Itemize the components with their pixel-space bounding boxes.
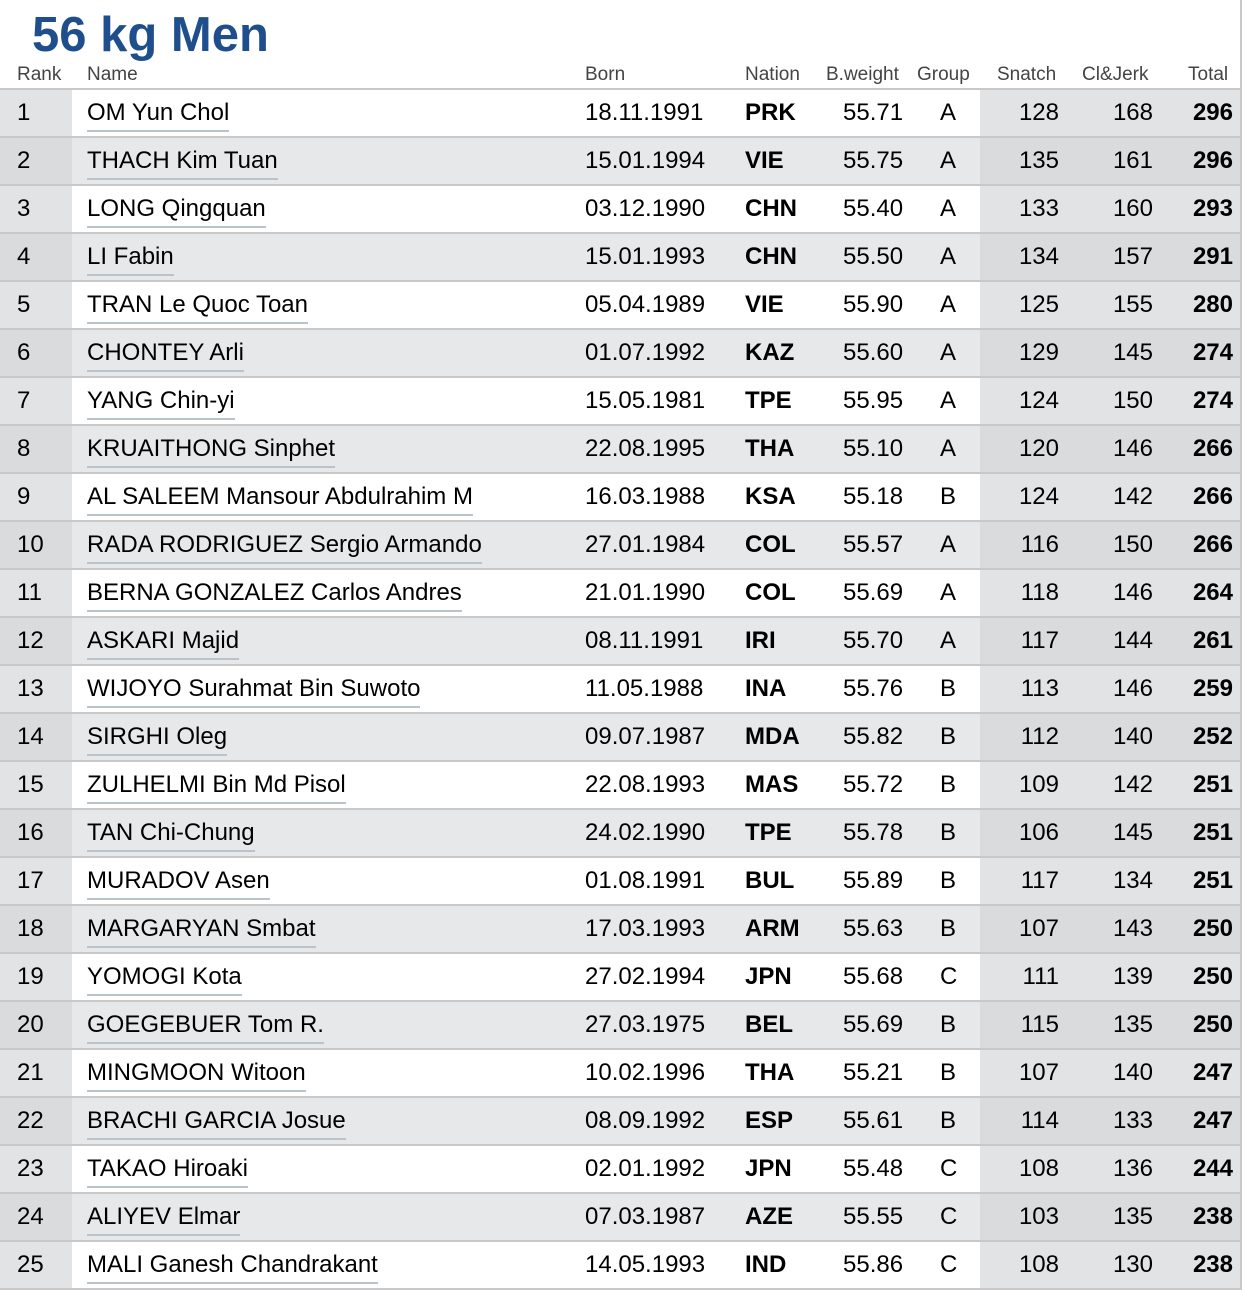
athlete-name-cell (87, 714, 227, 760)
nation-cell: VIE (745, 147, 784, 174)
rank-cell: 14 (0, 714, 72, 760)
nation-cell: TPE (745, 819, 792, 846)
snatch-cell: 135 (1018, 147, 1059, 174)
nation-cell: INA (745, 675, 787, 702)
born-cell: 16.03.1988 (585, 483, 706, 510)
bodyweight-cell: 55.69 (843, 1011, 904, 1038)
rank-cell: 11 (0, 570, 72, 616)
athlete-name-cell (87, 858, 270, 904)
athlete-name-cell (87, 1146, 248, 1192)
bodyweight-cell: 55.90 (843, 291, 904, 318)
table-row (0, 330, 1240, 378)
cljerk-cell: 140 (1112, 1059, 1153, 1086)
rank-cell: 12 (0, 618, 72, 664)
athlete-name-link[interactable]: GOEGEBUER Tom R. (87, 1011, 324, 1044)
cljerk-cell: 157 (1112, 243, 1153, 270)
born-cell: 27.03.1975 (585, 1011, 706, 1038)
total-cell: 261 (1192, 627, 1233, 654)
table-row (0, 714, 1240, 762)
cljerk-cell: 142 (1112, 483, 1153, 510)
snatch-cell: 114 (1020, 1107, 1059, 1134)
cljerk-cell: 146 (1112, 675, 1153, 702)
snatch-cell: 112 (1020, 723, 1059, 750)
table-row (0, 1002, 1240, 1050)
snatch-cell: 108 (1018, 1155, 1059, 1182)
nation-cell: JPN (745, 1155, 792, 1182)
total-cell: 251 (1192, 771, 1233, 798)
nation-cell: MAS (745, 771, 799, 798)
total-cell: 251 (1192, 819, 1233, 846)
athlete-name-link[interactable]: WIJOYO Surahmat Bin Suwoto (87, 675, 420, 708)
snatch-cell: 124 (1018, 387, 1059, 414)
header-born: Born (585, 64, 626, 85)
bodyweight-cell: 55.89 (843, 867, 904, 894)
table-row (0, 762, 1240, 810)
athlete-name-link[interactable]: ZULHELMI Bin Md Pisol (87, 771, 346, 804)
bodyweight-cell: 55.61 (843, 1107, 904, 1134)
group-cell: B (940, 1059, 957, 1086)
athlete-name-cell (87, 1002, 324, 1048)
bodyweight-cell: 55.75 (843, 147, 904, 174)
nation-cell: IND (745, 1251, 787, 1278)
cljerk-cell: 143 (1112, 915, 1153, 942)
total-cell: 259 (1192, 675, 1233, 702)
athlete-name-cell (87, 474, 473, 520)
group-cell: A (940, 195, 957, 222)
group-cell: A (940, 243, 957, 270)
table-row (0, 666, 1240, 714)
athlete-name-cell (87, 1242, 378, 1288)
table-row (0, 858, 1240, 906)
rank-cell: 19 (0, 954, 72, 1000)
bodyweight-cell: 55.76 (843, 675, 904, 702)
header-rank: Rank (17, 64, 62, 85)
athlete-name-cell (87, 1194, 240, 1240)
bodyweight-cell: 55.40 (843, 195, 904, 222)
group-cell: A (940, 147, 957, 174)
nation-cell: VIE (745, 291, 784, 318)
cljerk-cell: 139 (1112, 963, 1153, 990)
snatch-cell: 115 (1020, 1011, 1059, 1038)
rank-cell: 18 (0, 906, 72, 952)
born-cell: 08.09.1992 (585, 1107, 706, 1134)
athlete-name-link[interactable]: YOMOGI Kota (87, 963, 242, 996)
page-title: 56 kg Men (32, 8, 269, 62)
nation-cell: BEL (745, 1011, 793, 1038)
table-row (0, 378, 1240, 426)
table-row (0, 906, 1240, 954)
nation-cell: KAZ (745, 339, 795, 366)
total-cell: 266 (1192, 531, 1233, 558)
group-cell: B (940, 915, 957, 942)
cljerk-cell: 146 (1112, 579, 1153, 606)
athlete-name-link[interactable]: RADA RODRIGUEZ Sergio Armando (87, 531, 482, 564)
athlete-name-cell (87, 330, 244, 376)
total-cell: 296 (1192, 147, 1233, 174)
rank-cell: 3 (0, 186, 72, 232)
bodyweight-cell: 55.82 (843, 723, 904, 750)
cljerk-cell: 146 (1112, 435, 1153, 462)
bodyweight-cell: 55.78 (843, 819, 904, 846)
group-cell: A (940, 339, 957, 366)
table-row (0, 1050, 1240, 1098)
born-cell: 21.01.1990 (585, 579, 706, 606)
snatch-cell: 120 (1018, 435, 1059, 462)
results-table (0, 88, 1240, 1290)
cljerk-cell: 136 (1112, 1155, 1153, 1182)
cljerk-cell: 155 (1112, 291, 1153, 318)
group-cell: C (940, 1203, 958, 1230)
athlete-name-link[interactable]: MINGMOON Witoon (87, 1059, 306, 1092)
group-cell: B (940, 1107, 957, 1134)
total-cell: 296 (1192, 99, 1233, 126)
athlete-name-link[interactable]: MURADOV Asen (87, 867, 270, 900)
nation-cell: CHN (745, 195, 797, 222)
table-row (0, 138, 1240, 186)
athlete-name-cell (87, 954, 242, 1000)
total-cell: 266 (1192, 435, 1233, 462)
rank-cell: 1 (0, 90, 72, 136)
cljerk-cell: 150 (1112, 387, 1153, 414)
athlete-name-cell (87, 618, 239, 664)
born-cell: 05.04.1989 (585, 291, 706, 318)
athlete-name-link[interactable]: MALI Ganesh Chandrakant (87, 1251, 378, 1284)
rank-cell: 25 (0, 1242, 72, 1288)
table-row (0, 1098, 1240, 1146)
nation-cell: IRI (745, 627, 776, 654)
athlete-name-link[interactable]: TAN Chi-Chung (87, 819, 255, 852)
bodyweight-cell: 55.50 (843, 243, 904, 270)
total-cell: 293 (1192, 195, 1233, 222)
group-cell: A (940, 531, 957, 558)
bodyweight-cell: 55.18 (843, 483, 904, 510)
rank-cell: 8 (0, 426, 72, 472)
table-row (0, 186, 1240, 234)
athlete-name-link[interactable]: TAKAO Hiroaki (87, 1155, 248, 1188)
table-row (0, 522, 1240, 570)
born-cell: 18.11.1991 (585, 99, 704, 126)
rank-cell: 23 (0, 1146, 72, 1192)
born-cell: 11.05.1988 (585, 675, 704, 702)
total-cell: 247 (1192, 1107, 1233, 1134)
rank-cell: 21 (0, 1050, 72, 1096)
born-cell: 10.02.1996 (585, 1059, 706, 1086)
total-cell: 291 (1192, 243, 1233, 270)
nation-cell: CHN (745, 243, 797, 270)
rank-cell: 16 (0, 810, 72, 856)
cljerk-cell: 161 (1112, 147, 1153, 174)
table-row (0, 1146, 1240, 1194)
rank-cell: 13 (0, 666, 72, 712)
table-row (0, 426, 1240, 474)
athlete-name-cell (87, 90, 229, 136)
snatch-cell: 117 (1020, 867, 1059, 894)
cljerk-cell: 130 (1112, 1251, 1153, 1278)
bodyweight-cell: 55.72 (843, 771, 904, 798)
total-cell: 238 (1192, 1203, 1233, 1230)
rank-cell: 22 (0, 1098, 72, 1144)
group-cell: A (940, 579, 957, 606)
table-row (0, 88, 1240, 138)
athlete-name-link[interactable]: ASKARI Majid (87, 627, 239, 660)
snatch-cell: 133 (1018, 195, 1059, 222)
born-cell: 15.01.1993 (585, 243, 706, 270)
group-cell: B (940, 771, 957, 798)
athlete-name-link[interactable]: OM Yun Chol (87, 99, 229, 132)
group-cell: B (940, 483, 957, 510)
snatch-cell: 103 (1018, 1203, 1059, 1230)
cljerk-cell: 134 (1112, 867, 1153, 894)
nation-cell: THA (745, 435, 795, 462)
athlete-name-cell (87, 282, 308, 328)
group-cell: A (940, 291, 957, 318)
rank-cell: 20 (0, 1002, 72, 1048)
group-cell: A (940, 387, 957, 414)
snatch-cell: 106 (1018, 819, 1059, 846)
cljerk-cell: 142 (1112, 771, 1153, 798)
bodyweight-cell: 55.95 (843, 387, 904, 414)
nation-cell: KSA (745, 483, 796, 510)
header-nation: Nation (745, 64, 800, 85)
total-cell: 274 (1192, 387, 1233, 414)
born-cell: 27.02.1994 (585, 963, 706, 990)
athlete-name-link[interactable]: AL SALEEM Mansour Abdulrahim M (87, 483, 473, 516)
nation-cell: JPN (745, 963, 792, 990)
group-cell: A (940, 435, 957, 462)
snatch-cell: 118 (1020, 579, 1059, 606)
athlete-name-cell (87, 522, 482, 568)
bodyweight-cell: 55.57 (843, 531, 904, 558)
athlete-name-link[interactable]: LI Fabin (87, 243, 174, 276)
header-group: Group (917, 64, 970, 85)
rank-cell: 5 (0, 282, 72, 328)
group-cell: A (940, 627, 957, 654)
bodyweight-cell: 55.70 (843, 627, 904, 654)
table-row (0, 618, 1240, 666)
bodyweight-cell: 55.10 (843, 435, 904, 462)
athlete-name-link[interactable]: YANG Chin-yi (87, 387, 235, 420)
bodyweight-cell: 55.21 (843, 1059, 904, 1086)
table-row (0, 954, 1240, 1002)
group-cell: B (940, 1011, 957, 1038)
table-row (0, 234, 1240, 282)
athlete-name-cell (87, 1050, 306, 1096)
nation-cell: PRK (745, 99, 796, 126)
athlete-name-cell (87, 234, 174, 280)
group-cell: B (940, 723, 957, 750)
bodyweight-cell: 55.69 (843, 579, 904, 606)
athlete-name-cell (87, 426, 335, 472)
rank-cell: 6 (0, 330, 72, 376)
rank-cell: 7 (0, 378, 72, 424)
rank-cell: 24 (0, 1194, 72, 1240)
athlete-name-cell (87, 138, 278, 184)
group-cell: C (940, 963, 958, 990)
nation-cell: TPE (745, 387, 792, 414)
nation-cell: BUL (745, 867, 795, 894)
table-row (0, 282, 1240, 330)
snatch-cell: 125 (1018, 291, 1059, 318)
athlete-name-cell (87, 1098, 346, 1144)
rank-cell: 10 (0, 522, 72, 568)
athlete-name-link[interactable]: ALIYEV Elmar (87, 1203, 240, 1236)
rank-cell: 9 (0, 474, 72, 520)
table-row (0, 1242, 1240, 1290)
athlete-name-link[interactable]: THACH Kim Tuan (87, 147, 278, 180)
snatch-cell: 134 (1018, 243, 1059, 270)
header-snatch: Snatch (997, 64, 1057, 85)
total-cell: 250 (1192, 915, 1233, 942)
header-total: Total (1188, 64, 1229, 85)
nation-cell: THA (745, 1059, 795, 1086)
total-cell: 280 (1192, 291, 1233, 318)
group-cell: B (940, 675, 957, 702)
cljerk-cell: 145 (1112, 339, 1153, 366)
bodyweight-cell: 55.86 (843, 1251, 904, 1278)
born-cell: 09.07.1987 (585, 723, 706, 750)
born-cell: 03.12.1990 (585, 195, 706, 222)
bodyweight-cell: 55.48 (843, 1155, 904, 1182)
total-cell: 252 (1192, 723, 1233, 750)
nation-cell: ARM (745, 915, 800, 942)
snatch-cell: 107 (1018, 1059, 1059, 1086)
group-cell: C (940, 1251, 958, 1278)
bodyweight-cell: 55.71 (843, 99, 904, 126)
group-cell: A (940, 99, 957, 126)
table-row (0, 570, 1240, 618)
born-cell: 22.08.1993 (585, 771, 706, 798)
born-cell: 08.11.1991 (585, 627, 704, 654)
cljerk-cell: 144 (1112, 627, 1153, 654)
athlete-name-link[interactable]: CHONTEY Arli (87, 339, 244, 372)
cljerk-cell: 140 (1112, 723, 1153, 750)
total-cell: 250 (1192, 1011, 1233, 1038)
total-cell: 251 (1192, 867, 1233, 894)
bodyweight-cell: 55.63 (843, 915, 904, 942)
rank-cell: 15 (0, 762, 72, 808)
born-cell: 01.07.1992 (585, 339, 706, 366)
header-name: Name (87, 64, 138, 85)
born-cell: 07.03.1987 (585, 1203, 706, 1230)
group-cell: B (940, 819, 957, 846)
born-cell: 24.02.1990 (585, 819, 706, 846)
cljerk-cell: 135 (1112, 1203, 1153, 1230)
total-cell: 266 (1192, 483, 1233, 510)
header-cljerk: Cl&Jerk (1082, 64, 1149, 85)
athlete-name-link[interactable]: MARGARYAN Smbat (87, 915, 316, 948)
snatch-cell: 108 (1018, 1251, 1059, 1278)
bodyweight-cell: 55.68 (843, 963, 904, 990)
snatch-cell: 116 (1020, 531, 1059, 558)
athlete-name-cell (87, 810, 255, 856)
cljerk-cell: 150 (1112, 531, 1153, 558)
born-cell: 22.08.1995 (585, 435, 706, 462)
cljerk-cell: 135 (1112, 1011, 1153, 1038)
cljerk-cell: 160 (1112, 195, 1153, 222)
total-cell: 274 (1192, 339, 1233, 366)
total-cell: 238 (1192, 1251, 1233, 1278)
athlete-name-link[interactable]: KRUAITHONG Sinphet (87, 435, 335, 468)
athlete-name-link[interactable]: SIRGHI Oleg (87, 723, 227, 756)
snatch-cell: 109 (1018, 771, 1059, 798)
born-cell: 15.05.1981 (585, 387, 706, 414)
athlete-name-cell (87, 906, 316, 952)
snatch-cell: 124 (1018, 483, 1059, 510)
snatch-cell: 113 (1020, 675, 1059, 702)
total-cell: 250 (1192, 963, 1233, 990)
total-cell: 247 (1192, 1059, 1233, 1086)
born-cell: 17.03.1993 (585, 915, 706, 942)
born-cell: 15.01.1994 (585, 147, 706, 174)
athlete-name-link[interactable]: TRAN Le Quoc Toan (87, 291, 308, 324)
athlete-name-cell (87, 666, 420, 712)
group-cell: C (940, 1155, 958, 1182)
athlete-name-link[interactable]: LONG Qingquan (87, 195, 266, 228)
athlete-name-cell (87, 378, 235, 424)
nation-cell: COL (745, 531, 796, 558)
table-row (0, 474, 1240, 522)
athlete-name-cell (87, 762, 346, 808)
athlete-name-link[interactable]: BERNA GONZALEZ Carlos Andres (87, 579, 462, 612)
snatch-cell: 128 (1018, 99, 1059, 126)
cljerk-cell: 168 (1112, 99, 1153, 126)
snatch-cell: 117 (1020, 627, 1059, 654)
cljerk-cell: 145 (1112, 819, 1153, 846)
nation-cell: AZE (745, 1203, 793, 1230)
total-cell: 264 (1192, 579, 1233, 606)
snatch-cell: 111 (1022, 963, 1059, 990)
athlete-name-cell (87, 570, 462, 616)
born-cell: 01.08.1991 (585, 867, 706, 894)
athlete-name-link[interactable]: BRACHI GARCIA Josue (87, 1107, 346, 1140)
header-bweight: B.weight (826, 64, 899, 85)
table-row (0, 810, 1240, 858)
table-row (0, 1194, 1240, 1242)
born-cell: 02.01.1992 (585, 1155, 706, 1182)
born-cell: 27.01.1984 (585, 531, 706, 558)
rank-cell: 4 (0, 234, 72, 280)
cljerk-cell: 133 (1112, 1107, 1153, 1134)
bodyweight-cell: 55.55 (843, 1203, 904, 1230)
bodyweight-cell: 55.60 (843, 339, 904, 366)
total-cell: 244 (1192, 1155, 1233, 1182)
athlete-name-cell (87, 186, 266, 232)
nation-cell: COL (745, 579, 796, 606)
nation-cell: MDA (745, 723, 800, 750)
rank-cell: 17 (0, 858, 72, 904)
rank-cell: 2 (0, 138, 72, 184)
nation-cell: ESP (745, 1107, 794, 1134)
group-cell: B (940, 867, 957, 894)
snatch-cell: 129 (1018, 339, 1059, 366)
snatch-cell: 107 (1018, 915, 1059, 942)
born-cell: 14.05.1993 (585, 1251, 706, 1278)
